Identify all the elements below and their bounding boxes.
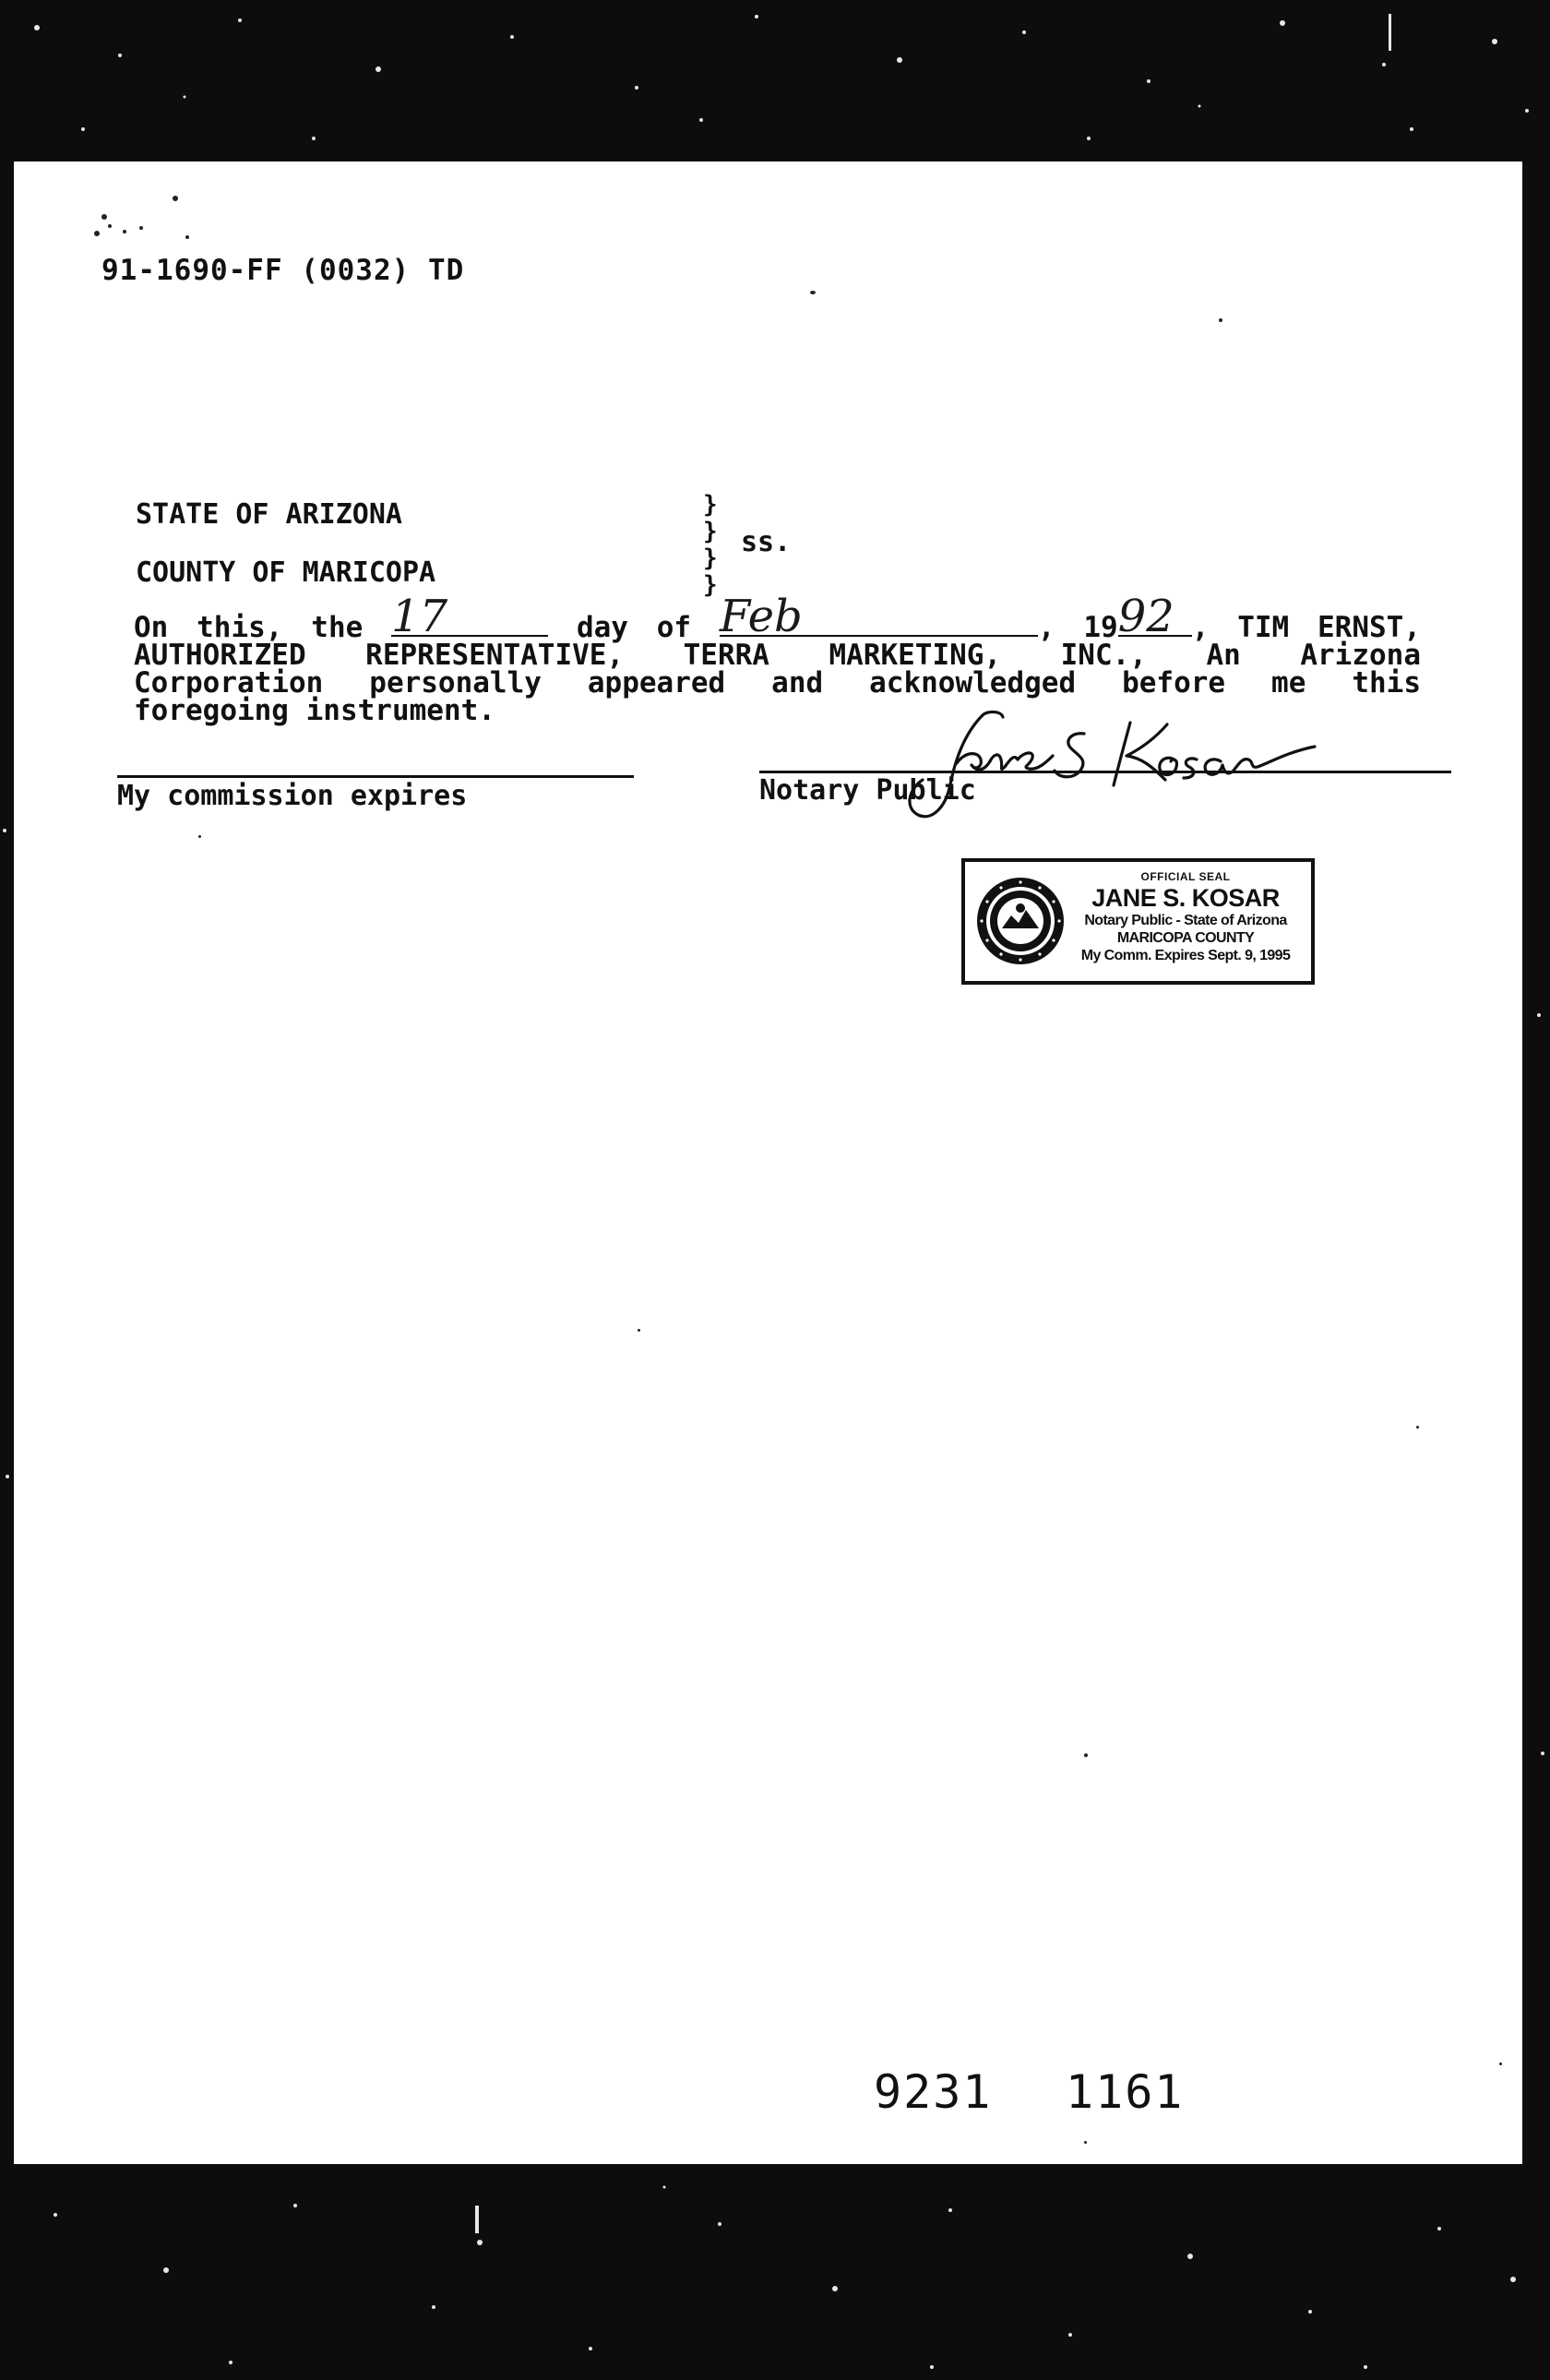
batch-number-1: 9231 bbox=[874, 2065, 993, 2119]
speck bbox=[1499, 2063, 1502, 2065]
day-blank bbox=[391, 591, 548, 642]
venue-county: COUNTY OF MARICOPA bbox=[136, 556, 436, 589]
seal-notary-name: JANE S. KOSAR bbox=[1091, 883, 1280, 912]
acknowledgment-lead: On this, the bbox=[134, 611, 364, 644]
year-handwritten: 92 bbox=[1117, 591, 1174, 642]
seal-title: Notary Public - State of Arizona bbox=[1084, 912, 1287, 928]
batch-number-2: 1161 bbox=[1066, 2065, 1185, 2119]
speck bbox=[1416, 1426, 1419, 1429]
notary-public-label: Notary Public bbox=[759, 774, 976, 807]
official-notary-seal bbox=[961, 858, 1315, 985]
acknowledgment-day-of: day of bbox=[576, 611, 692, 644]
acknowledgment-line-3: Corporation personally appeared and acknowledged before me this bbox=[134, 666, 1421, 700]
speck bbox=[198, 835, 201, 838]
seal-text-block bbox=[1065, 871, 1306, 965]
notary-signature bbox=[900, 706, 1333, 826]
speck bbox=[638, 1329, 640, 1332]
speck bbox=[1219, 318, 1222, 322]
day-handwritten: 17 bbox=[391, 591, 448, 642]
acknowledgment-line-4: foregoing instrument. bbox=[134, 694, 495, 727]
acknowledgment-after-year: , TIM ERNST, bbox=[1191, 611, 1421, 644]
year-prefix: , 19 bbox=[1037, 611, 1118, 644]
seal-expiration: My Comm. Expires Sept. 9, 1995 bbox=[1080, 947, 1291, 963]
venue-state: STATE OF ARIZONA bbox=[136, 498, 402, 531]
acknowledgment-line-2: AUTHORIZED REPRESENTATIVE, TERRA MARKETING, INC., An Arizona bbox=[134, 639, 1421, 672]
year-blank bbox=[1117, 591, 1192, 642]
commission-expires-label: My commission expires bbox=[117, 780, 468, 812]
venue-brace: } } } } bbox=[703, 491, 718, 599]
document-page bbox=[14, 161, 1522, 2164]
commission-expires-line bbox=[117, 775, 634, 778]
speck bbox=[1084, 1753, 1088, 1757]
state-seal-emblem bbox=[974, 875, 1067, 967]
venue-ss: ss. bbox=[741, 526, 792, 558]
seal-county: MARICOPA COUNTY bbox=[1116, 929, 1255, 946]
seal-heading: OFFICIAL SEAL bbox=[1140, 870, 1231, 883]
acknowledgment-line-1 bbox=[134, 591, 1421, 644]
month-blank bbox=[719, 591, 1038, 642]
document-id: 91-1690-FF (0032) TD bbox=[101, 254, 465, 287]
speck bbox=[810, 291, 816, 294]
margin-scribble bbox=[88, 189, 198, 254]
month-handwritten: Feb bbox=[719, 591, 803, 642]
speck bbox=[1084, 2141, 1087, 2144]
